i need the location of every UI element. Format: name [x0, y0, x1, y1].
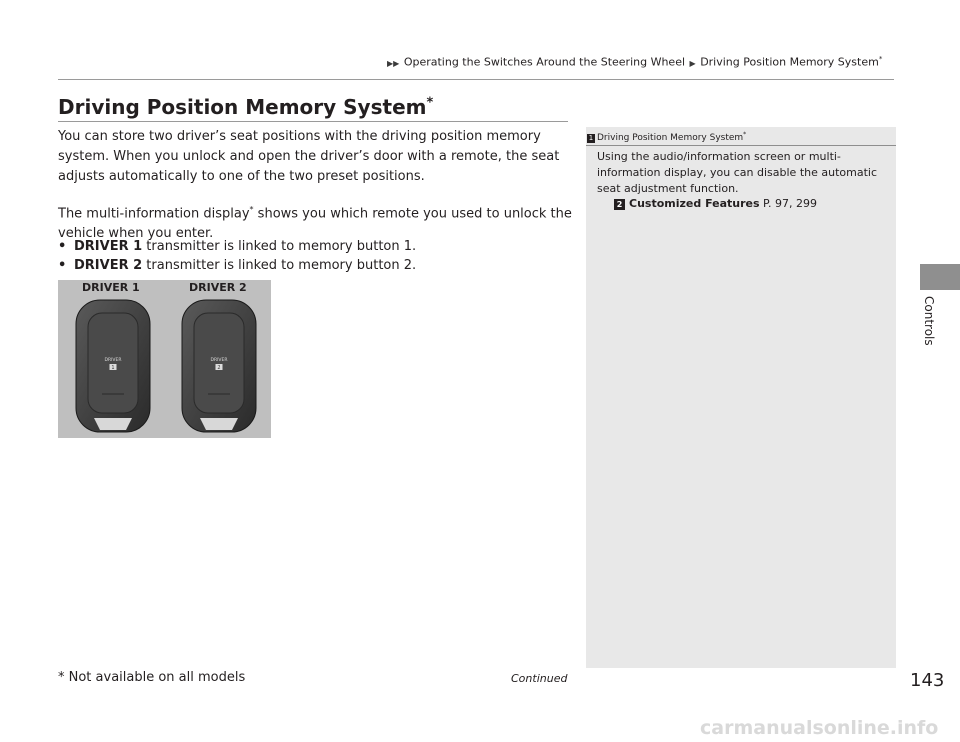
intro-paragraph: You can store two driver’s seat positions with the driving position memory system. When you unlock and open the driver’s door with a remote, the seat adjusts automatically to one of the two preset positions.: [58, 129, 560, 184]
breadcrumb-asterisk: *: [878, 55, 883, 63]
note-heading: [587, 131, 746, 143]
note-rule: [586, 145, 896, 146]
breadcrumb: [386, 55, 906, 69]
reference-arrow-icon: 2: [614, 199, 625, 210]
double-arrow-icon: ▶▶: [387, 58, 400, 68]
title-rule: [58, 121, 568, 122]
driver-1-label: DRIVER 1: [82, 281, 140, 294]
key-fob-1: [76, 300, 150, 432]
fob-1-number: 1: [111, 365, 115, 371]
display-paragraph-start: The multi-information display: [58, 206, 250, 222]
reference-pages: P. 97, 299: [759, 197, 817, 210]
page-title-text: Driving Position Memory System: [58, 95, 427, 119]
bullet-text: transmitter is linked to memory button 1.: [142, 239, 417, 254]
driver-2-label: DRIVER 2: [189, 281, 247, 294]
note-text: Using the audio/information screen or multi-information display, you can disable the automatic seat adjustment function.: [597, 150, 877, 195]
breadcrumb-page: Driving Position Memory System: [700, 55, 879, 69]
note-heading-text: Driving Position Memory System: [597, 133, 744, 143]
display-paragraph-end: shows you which remote you used to unlock the vehicle when you enter.: [58, 206, 572, 242]
bullet-bold: DRIVER 1: [74, 239, 143, 254]
continued-label: Continued: [511, 672, 568, 685]
arrow-icon: ▶: [689, 58, 696, 68]
fob-2-number: 2: [217, 365, 221, 371]
list-item: [58, 237, 578, 256]
watermark: carmanualsonline.info: [700, 717, 939, 739]
footnote: * Not available on all models: [58, 670, 246, 685]
display-asterisk: *: [249, 205, 254, 214]
breadcrumb-section: Operating the Switches Around the Steering Wheel: [403, 55, 686, 69]
key-fob-2: [182, 300, 256, 432]
page-number: 143: [910, 670, 945, 691]
bullet-text: transmitter is linked to memory button 2.: [142, 258, 417, 273]
driver-bullet-list: [58, 237, 578, 275]
title-asterisk: *: [426, 95, 434, 111]
key-fob-figure: [58, 280, 271, 438]
fob-1-text: DRIVER: [104, 358, 122, 363]
list-item: [58, 256, 578, 275]
note-asterisk: *: [743, 131, 747, 138]
section-label: Controls: [922, 296, 936, 346]
bullet-dot: •: [58, 239, 67, 254]
page-title: [58, 95, 433, 119]
note-reference[interactable]: [614, 197, 817, 210]
header-rule: [58, 79, 894, 80]
fob-2-text: DRIVER: [210, 358, 228, 363]
bullet-dot: •: [58, 258, 67, 273]
bullet-bold: DRIVER 2: [74, 258, 143, 273]
note-number-icon: 1: [588, 134, 594, 142]
key-fob-illustration: [58, 280, 271, 438]
reference-link[interactable]: Customized Features: [629, 197, 760, 210]
section-tab: [920, 264, 960, 290]
